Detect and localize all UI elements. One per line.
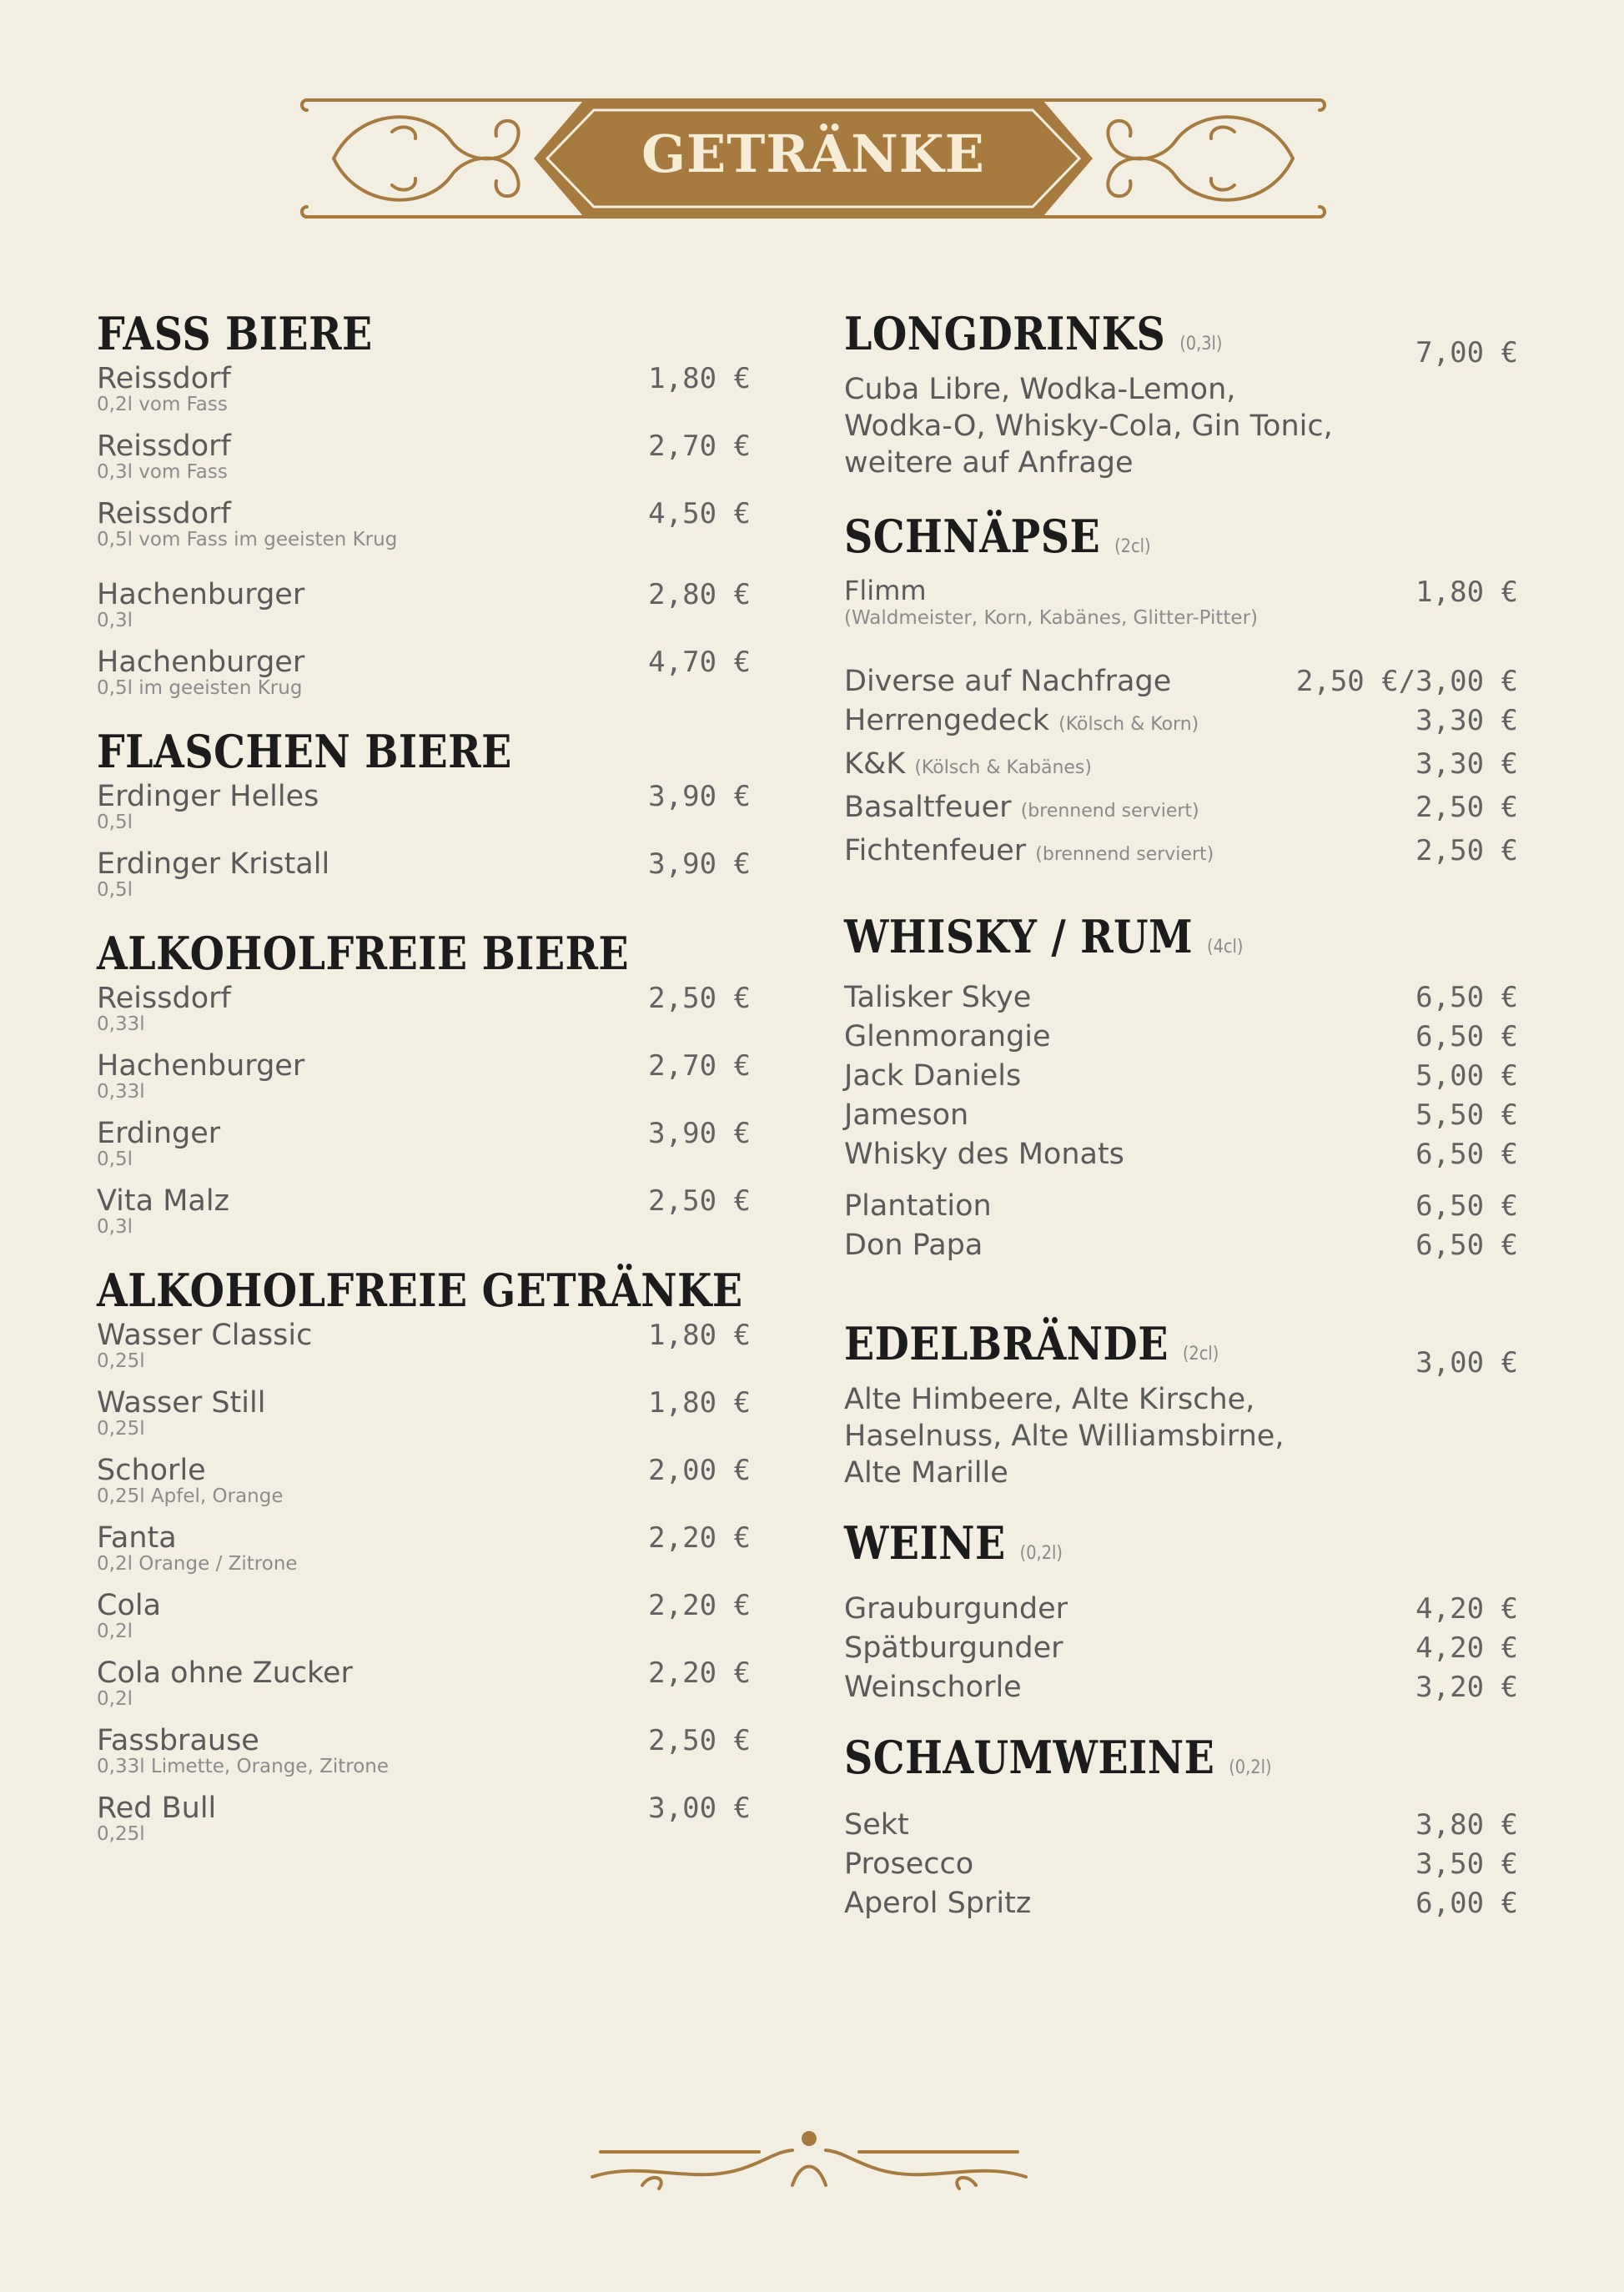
menu-item [97, 980, 751, 1036]
menu-item [844, 574, 1518, 630]
title-banner [300, 90, 1326, 227]
price: 2,00 € [648, 1454, 751, 1487]
menu-item [97, 778, 751, 834]
price: 1,80 € [1415, 576, 1518, 609]
price: 5,00 € [1415, 1059, 1518, 1093]
item-name: Erdinger [97, 1117, 221, 1150]
item-name: Fassbrause [97, 1724, 259, 1757]
menu-item [844, 979, 1518, 1016]
item-detail: 0,5l vom Fass im geeisten Krug [97, 529, 398, 550]
menu-item [844, 1058, 1518, 1094]
price: 7,00 € [1415, 336, 1518, 369]
price: 2,20 € [648, 1521, 751, 1555]
description-line: Alte Himbeere, Alte Kirsche, [844, 1383, 1255, 1416]
section-title: EDELBRÄNDE (2cl) [844, 1317, 1219, 1370]
menu-item [844, 1885, 1518, 1922]
item-detail: 0,2l [97, 1621, 133, 1642]
price: 3,90 € [648, 847, 751, 881]
page-title: GETRÄNKE [641, 123, 985, 184]
price: 3,00 € [648, 1792, 751, 1825]
item-name: Wasser Classic [97, 1319, 313, 1352]
menu-item [844, 1018, 1518, 1055]
menu-item [844, 1807, 1518, 1843]
section-title: LONGDRINKS (0,3l) [844, 307, 1223, 360]
menu-item [844, 1097, 1518, 1133]
section-left-3 [97, 1264, 751, 1846]
item-name: Spätburgunder [844, 1631, 1063, 1665]
right-column [844, 307, 1518, 1947]
item-note: (Kölsch & Kabänes) [914, 757, 1092, 778]
menu-item [844, 1846, 1518, 1882]
item-detail: 0,5l [97, 879, 133, 901]
menu-item [97, 360, 751, 416]
item-detail: 0,2l Orange / Zitrone [97, 1553, 298, 1575]
price: 2,50 €/3,00 € [1295, 665, 1518, 698]
price: 3,80 € [1415, 1808, 1518, 1842]
price: 2,50 € [648, 1724, 751, 1757]
price: 6,50 € [1415, 1229, 1518, 1262]
menu-item [97, 644, 751, 700]
item-detail: 0,33l [97, 1081, 145, 1103]
item-name: Reissdorf [97, 497, 231, 530]
item-name: Don Papa [844, 1229, 983, 1262]
price: 5,50 € [1415, 1098, 1518, 1132]
menu-item [97, 1790, 751, 1846]
menu-item [97, 1048, 751, 1103]
item-detail: 0,5l [97, 812, 133, 833]
price: 3,90 € [648, 780, 751, 813]
menu-item [844, 832, 1518, 873]
menu-item [97, 576, 751, 632]
menu-item [844, 663, 1518, 700]
item-name: Reissdorf [97, 430, 231, 463]
section-whisky-rum [844, 910, 1518, 1264]
item-name: Red Bull [97, 1792, 217, 1825]
menu-item [97, 846, 751, 902]
flourish-icon [576, 2127, 1043, 2202]
item-name: Cola [97, 1589, 162, 1622]
menu-item [97, 1587, 751, 1643]
section-left-2 [97, 927, 751, 1239]
item-name: Plantation [844, 1189, 992, 1223]
description-line: weitere auf Anfrage [844, 446, 1134, 480]
item-detail: 0,33l [97, 1013, 145, 1035]
price: 1,80 € [648, 1386, 751, 1420]
item-name: Erdinger Helles [97, 780, 319, 813]
item-detail: 0,33l Limette, Orange, Zitrone [97, 1756, 389, 1777]
item-name: Aperol Spritz [844, 1887, 1032, 1920]
section-title: FASS BIERE [97, 307, 373, 360]
price: 1,80 € [648, 1319, 751, 1352]
item-name: Reissdorf [97, 362, 231, 395]
section-title: WEINE (0,2l) [844, 1516, 1063, 1570]
section-title: ALKOHOLFREIE GETRÄNKE [97, 1264, 743, 1317]
item-name: Hachenburger [97, 1049, 305, 1083]
item-name: Hachenburger [97, 646, 305, 679]
item-detail: 0,2l vom Fass [97, 394, 228, 415]
item-detail: 0,3l [97, 1216, 133, 1238]
section-edelbraende [844, 1317, 1518, 1491]
price: 2,80 € [648, 578, 751, 611]
price: 4,70 € [648, 646, 751, 679]
item-detail: 0,5l im geeisten Krug [97, 677, 303, 699]
price: 2,50 € [1415, 834, 1518, 867]
item-name: Schorle [97, 1454, 206, 1487]
menu-item [844, 746, 1518, 787]
item-detail: 0,3l vom Fass [97, 461, 228, 483]
item-name: Prosecco [844, 1847, 974, 1881]
menu-item [97, 1385, 751, 1440]
item-name: Flimm [844, 575, 927, 606]
item-detail: 0,3l [97, 610, 133, 631]
section-title: ALKOHOLFREIE BIERE [97, 927, 630, 980]
section-left-1 [97, 725, 751, 902]
menu-item [844, 1630, 1518, 1666]
item-name: Vita Malz [97, 1184, 229, 1218]
item-name: K&K [844, 747, 906, 781]
left-column [97, 307, 751, 1871]
menu-item [97, 1520, 751, 1576]
price: 2,50 € [648, 982, 751, 1015]
menu-item [844, 702, 1518, 743]
item-name: Grauburgunder [844, 1592, 1068, 1626]
item-name: Weinschorle [844, 1671, 1022, 1704]
price: 4,20 € [1415, 1631, 1518, 1665]
price: 1,80 € [648, 362, 751, 395]
price: 2,50 € [648, 1184, 751, 1218]
item-name: Sekt [844, 1808, 909, 1842]
price: 4,20 € [1415, 1592, 1518, 1626]
price: 3,30 € [1415, 704, 1518, 737]
item-name: Wasser Still [97, 1386, 266, 1420]
section-title: SCHAUMWEINE (0,2l) [844, 1731, 1272, 1784]
item-name: Jameson [844, 1098, 969, 1132]
item-detail: 0,5l [97, 1149, 133, 1170]
menu-item [97, 1183, 751, 1239]
item-detail: (Waldmeister, Korn, Kabänes, Glitter-Pitter) [844, 607, 1259, 629]
price: 6,50 € [1415, 981, 1518, 1014]
price: 2,50 € [1415, 791, 1518, 824]
menu-item [97, 495, 751, 551]
menu-item [97, 1655, 751, 1711]
price: 6,50 € [1415, 1138, 1518, 1171]
item-name: Basaltfeuer [844, 791, 1012, 824]
price: 2,70 € [648, 430, 751, 463]
menu-item [844, 1669, 1518, 1706]
menu-item [97, 1115, 751, 1171]
price: 6,00 € [1415, 1887, 1518, 1920]
menu-item [844, 1227, 1518, 1264]
item-name: Fanta [97, 1521, 177, 1555]
section-left-0 [97, 307, 751, 700]
item-detail: 0,25l [97, 1823, 145, 1845]
item-detail: 0,25l [97, 1418, 145, 1440]
item-name: Diverse auf Nachfrage [844, 665, 1172, 698]
section-title: FLASCHEN BIERE [97, 725, 512, 778]
price: 3,00 € [1415, 1346, 1518, 1380]
menu-item [844, 789, 1518, 830]
section-title: WHISKY / RUM (4cl) [844, 910, 1244, 963]
item-name: Glenmorangie [844, 1020, 1051, 1053]
price: 6,50 € [1415, 1020, 1518, 1053]
item-note: (brennend serviert) [1020, 801, 1199, 822]
item-name: Cola ohne Zucker [97, 1656, 353, 1690]
menu-item [97, 1317, 751, 1373]
section-weine [844, 1516, 1518, 1706]
item-detail: 0,25l Apfel, Orange [97, 1485, 284, 1507]
menu-item [844, 1591, 1518, 1627]
item-detail: 0,25l [97, 1350, 145, 1372]
price: 3,20 € [1415, 1671, 1518, 1704]
price: 3,50 € [1415, 1847, 1518, 1881]
section-longdrinks [844, 307, 1518, 481]
price: 2,20 € [648, 1589, 751, 1622]
price: 2,70 € [648, 1049, 751, 1083]
description-line: Wodka-O, Whisky-Cola, Gin Tonic, [844, 410, 1333, 443]
item-name: Erdinger Kristall [97, 847, 330, 881]
price: 4,50 € [648, 497, 751, 530]
item-name: Herrengedeck [844, 704, 1049, 737]
menu-item [97, 1722, 751, 1778]
item-note: (brennend serviert) [1035, 844, 1214, 865]
menu-item [844, 1188, 1518, 1224]
item-name: Jack Daniels [844, 1059, 1022, 1093]
item-name: Hachenburger [97, 578, 305, 611]
menu-item [97, 1452, 751, 1508]
price: 3,30 € [1415, 747, 1518, 781]
item-name: Talisker Skye [844, 981, 1032, 1014]
description-line: Haselnuss, Alte Williamsbirne, [844, 1420, 1285, 1453]
item-name: Whisky des Monats [844, 1138, 1124, 1171]
footer-ornament [576, 2127, 1043, 2202]
section-schaumweine [844, 1731, 1518, 1922]
menu-item [97, 428, 751, 484]
menu-item [844, 1136, 1518, 1173]
item-note: (Kölsch & Korn) [1058, 714, 1199, 735]
price: 2,20 € [648, 1656, 751, 1690]
description-line: Cuba Libre, Wodka-Lemon, [844, 373, 1236, 406]
item-name: Fichtenfeuer [844, 834, 1027, 867]
price: 6,50 € [1415, 1189, 1518, 1223]
section-title: SCHNÄPSE (2cl) [844, 510, 1151, 563]
description-line: Alte Marille [844, 1456, 1008, 1490]
item-name: Reissdorf [97, 982, 231, 1015]
price: 3,90 € [648, 1117, 751, 1150]
section-schnaepse [844, 510, 1518, 873]
item-detail: 0,2l [97, 1688, 133, 1710]
